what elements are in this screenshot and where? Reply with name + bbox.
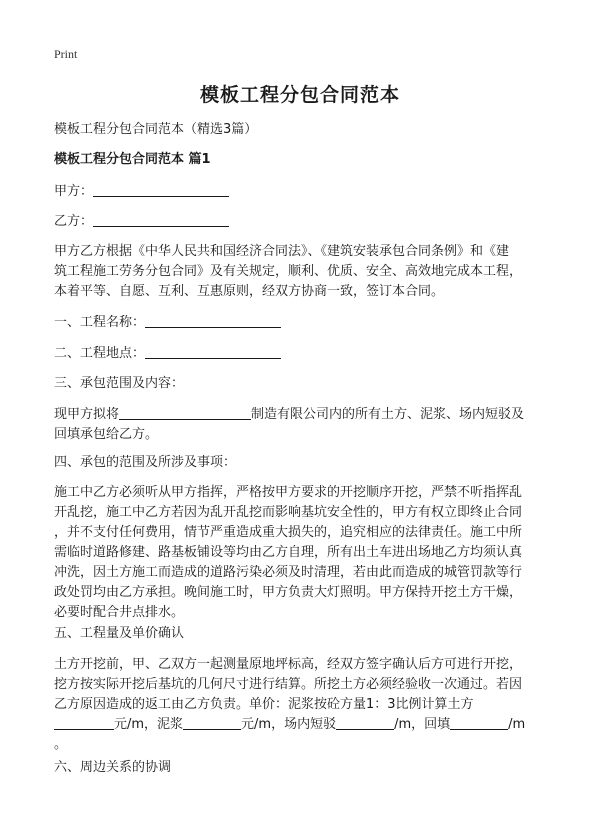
clause-4-line: 施工中乙方必须听从甲方指挥，严格按甲方要求的开挖顺序开挖，严禁不听指挥乱 — [54, 485, 523, 500]
scope-prefix: 现甲方拟将 — [54, 407, 120, 422]
company-blank — [119, 405, 251, 420]
item-6-heading: 六、周边关系的协调 — [54, 760, 172, 775]
backfill-price-blank — [450, 715, 508, 730]
party-b-line — [54, 212, 554, 232]
clause-4-line: 需临时道路修建、路基板铺设等均由乙方自理，所有出土车进出场地乙方均须认真 — [54, 545, 523, 560]
item-3-heading: 三、承包范围及内容： — [54, 376, 185, 391]
intro-line: 甲方乙方根据《中华人民共和国经济合同法》、《建筑安装承包合同条例》和《建 — [54, 244, 510, 259]
clause-4-line: ，并不支付任何费用，情节严重造成重大损失的，追究相应的法律责任。施工中所 — [54, 525, 523, 540]
document-subtitle: 模板工程分包合同范本（精选3篇） — [54, 122, 258, 137]
price-unit-2: 元/m，场内短驳 — [241, 717, 337, 732]
project-name-blank — [145, 313, 281, 328]
item-2-line — [54, 344, 554, 364]
scope-paragraph — [54, 405, 554, 445]
clause-4-line: 政处罚均由乙方承担。晚间施工时，甲方负责大灯照明。甲方保持开挖土方干燥， — [54, 585, 523, 600]
scope-line: 回填承包给乙方。 — [54, 427, 159, 442]
document-title: 模板工程分包合同范本 — [199, 84, 400, 106]
section-heading: 模板工程分包合同范本 篇1 — [54, 152, 211, 167]
project-location-blank — [145, 344, 281, 359]
intro-line: 本着平等、自愿、互利、互惠原则，经双方协商一致，签订本合同。 — [54, 284, 445, 299]
clause-5-paragraph — [54, 655, 554, 755]
clause-4-line: 开乱挖，施工中乙方若因为乱开乱挖而影响基坑安全性的，甲方有权立即终止合同 — [54, 505, 523, 520]
item-5-heading: 五、工程量及单价确认 — [54, 626, 185, 641]
clause-5-line: 乙方原因造成的返工由乙方负责。单价：泥浆按砼方量1：3比例计算土方 — [54, 697, 474, 712]
intro-line: 筑工程施工劳务分包合同》及有关规定，顺利、优质、安全、高效地完成本工程， — [54, 264, 523, 279]
scope-suffix: 制造有限公司内的所有土方、泥浆、场内短驳及 — [251, 407, 525, 422]
party-a-label: 甲方： — [54, 184, 94, 199]
price-unit-1: 元/m，泥浆 — [114, 717, 184, 732]
earthwork-price-blank — [54, 715, 114, 730]
print-label: Print — [54, 47, 78, 61]
transfer-price-blank — [336, 715, 394, 730]
item-2-label: 二、工程地点： — [54, 346, 146, 361]
price-unit-4: /m — [508, 717, 526, 732]
price-end: 。 — [54, 737, 68, 752]
price-line — [54, 715, 554, 735]
clause-4-line: 冲洗，因土方施工而造成的道路污染必须及时清理，若由此而造成的城管罚款等行 — [54, 565, 523, 580]
item-1-line — [54, 313, 554, 333]
party-b-label: 乙方： — [54, 214, 94, 229]
party-a-line — [54, 182, 554, 202]
item-1-label: 一、工程名称： — [54, 315, 146, 330]
clause-5-line: 土方开挖前，甲、乙双方一起测量原地坪标高，经双方签字确认后方可进行开挖， — [54, 657, 523, 672]
party-a-blank — [93, 182, 229, 197]
intro-paragraph — [54, 242, 554, 302]
price-unit-3: /m，回填 — [394, 717, 451, 732]
clause-4-paragraph — [54, 483, 554, 623]
scope-line — [54, 405, 554, 425]
clause-5-line: 挖方按实际开挖后基坑的几何尺寸进行结算。所挖土方必须经验收一次通过。若因 — [54, 677, 523, 692]
party-b-blank — [93, 212, 229, 227]
mud-price-blank — [183, 715, 241, 730]
item-4-heading: 四、承包的范围及所涉及事项： — [54, 455, 237, 470]
clause-4-line: 必要时配合井点排水。 — [54, 605, 185, 620]
